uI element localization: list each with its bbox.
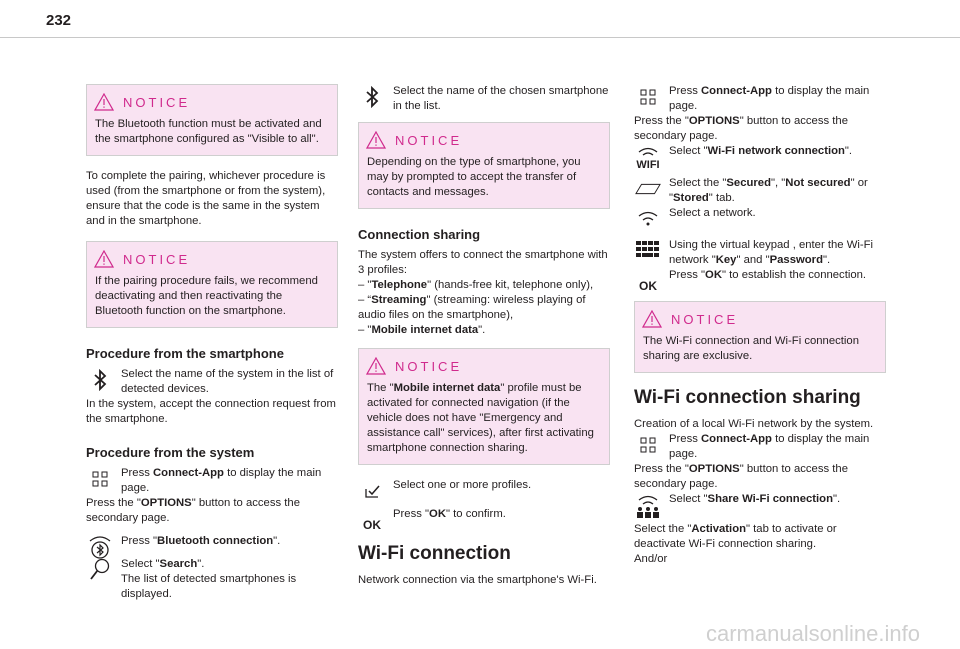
ok-icon: OK [639, 278, 657, 293]
wifi-label: WIFI [636, 159, 660, 171]
header-divider [0, 37, 960, 38]
notice-text: The "Mobile internet data" profile must be activated for connected navigation (if the vehicle does not have "Emergency and assistance call" services), after first activating smartphone connection sharing. [367, 382, 594, 454]
notice-box [634, 301, 886, 373]
step: Press Connect-App to display the main page. [634, 432, 886, 462]
wifi-icon [635, 145, 661, 173]
notice-box [358, 348, 610, 465]
column-3 [634, 84, 886, 575]
step: Using the virtual keypad , enter the Wi-Fi network "Key" and "Password". [634, 238, 886, 268]
notice-text: If the pairing procedure fails, we recommend deactivating and then reactivating the Bluetooth function on the smartphone. [95, 275, 318, 317]
checkbox-icon [359, 479, 385, 503]
warning-icon [94, 93, 114, 111]
step: WIFI Select "Wi-Fi network connection". [636, 145, 853, 171]
ok-icon: OK [363, 517, 381, 532]
network-icon [635, 207, 661, 231]
section-title: Wi-Fi connection [358, 543, 511, 564]
warning-icon [94, 250, 114, 268]
notice-text: The Bluetooth function must be activated and the smartphone configured as "Visible to all". [95, 118, 322, 145]
apps-grid-icon [635, 433, 661, 457]
step: Select the "Secured", "Not secured" or "Stored" tab. [634, 176, 886, 206]
watermark: carmanualsonline.info [705, 621, 920, 646]
bluetooth-icon [359, 85, 385, 109]
notice-box [358, 122, 610, 209]
paragraph: In the system, accept the connection request from the smartphone. [86, 398, 336, 425]
step: Select one or more profiles. [358, 478, 610, 493]
notice-title: NOTICE [395, 358, 463, 374]
step: OK Press "OK" to establish the connection. [634, 268, 886, 283]
notice-text: Depending on the type of smartphone, you may by prompted to accept the transfer of contacts and messages. [367, 156, 581, 198]
bluetooth-wifi-icon [87, 535, 113, 559]
share-wifi-icon [635, 493, 661, 521]
paragraph: Press the "OPTIONS" button to access the secondary page. [634, 115, 848, 142]
paragraph: Creation of a local Wi-Fi network by the system. [634, 418, 874, 430]
section-heading: Procedure from the smartphone [86, 346, 284, 361]
section-heading: Procedure from the system [86, 445, 255, 460]
section-title: Wi-Fi connection sharing [634, 387, 861, 408]
step: Select "Share Wi-Fi connection". [634, 492, 886, 522]
keypad-icon [635, 239, 661, 263]
notice-title: NOTICE [671, 311, 739, 327]
step: OK Press "OK" to confirm. [358, 507, 610, 522]
paragraph: Select the "Activation" tab to activate or deactivate Wi-Fi connection sharing. [634, 523, 837, 550]
step: Select the name of the chosen smartphone in the list. [358, 84, 610, 114]
warning-icon [642, 310, 662, 328]
step: Press Connect-App to display the main page. [86, 466, 338, 496]
step: Select "Search". The list of detected smartphones is displayed. [86, 557, 338, 602]
paragraph: Press the "OPTIONS" button to access the secondary page. [634, 463, 848, 490]
notice-title: NOTICE [123, 251, 191, 267]
section-heading: Connection sharing [358, 227, 481, 242]
step: Press Connect-App to display the main page. [634, 84, 886, 114]
warning-icon [366, 131, 386, 149]
column-1 [86, 84, 338, 602]
bluetooth-icon [87, 368, 113, 392]
notice-text: The Wi-Fi connection and Wi-Fi connection sharing are exclusive. [643, 335, 859, 362]
column-2 [358, 84, 610, 596]
warning-icon [366, 357, 386, 375]
paragraph: The system offers to connect the smartphone with 3 profiles: [358, 249, 608, 276]
list-item: – "Mobile internet data". [358, 324, 486, 336]
paragraph: Press the "OPTIONS" button to access the secondary page. [86, 497, 300, 524]
notice-box [86, 84, 338, 156]
list-item: – "Telephone" (hands-free kit, telephone only), [358, 279, 594, 291]
paragraph: Network connection via the smartphone's Wi-Fi. [358, 574, 597, 586]
step: Select the name of the system in the list of detected devices. [86, 367, 338, 397]
page-number: 232 [46, 12, 72, 29]
step: Select a network. [634, 206, 886, 232]
paragraph: And/or [634, 553, 668, 565]
apps-grid-icon [87, 467, 113, 491]
notice-title: NOTICE [123, 94, 191, 110]
step: Press "Bluetooth connection". [86, 534, 338, 549]
paragraph: To complete the pairing, whichever procedure is used (from the smartphone or from the system), ensure that the code is the same in the system and in the smartphone. [86, 170, 326, 227]
apps-grid-icon [635, 85, 661, 109]
tab-icon [635, 177, 661, 201]
notice-title: NOTICE [395, 132, 463, 148]
list-item: – “Streaming" (streaming: wireless playing of audio files on the smartphone), [358, 294, 586, 321]
search-icon [87, 558, 113, 582]
notice-box [86, 241, 338, 328]
